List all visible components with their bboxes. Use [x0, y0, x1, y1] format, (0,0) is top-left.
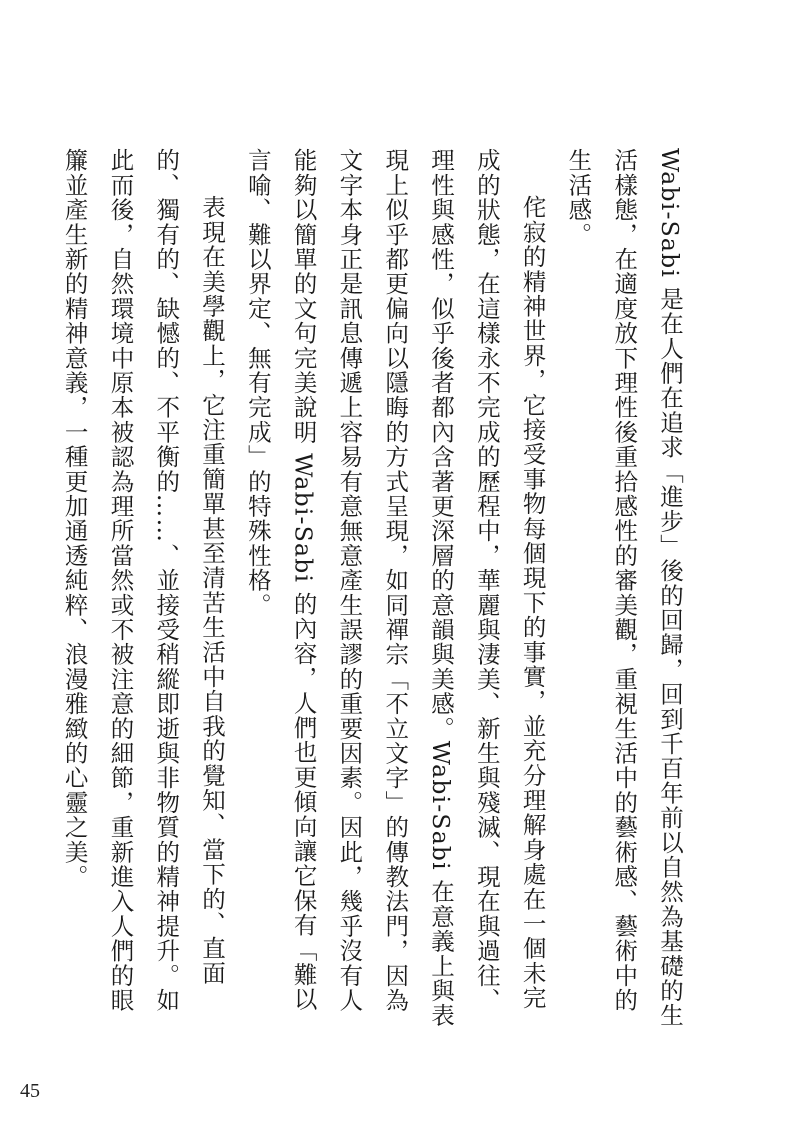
paragraph-3: 表現在美學觀上，它注重簡單甚至清苦生活中自我的覺知、當下的、直面的、獨有的、缺憾的、不平衡的……、並接受稍縱即逝與非物質的精神提升。如此而後，自然環境中原本被認為理所當然或不被注意的細節，重新進入人們的眼簾並產生新的精神意義，一種更加通透純粹、浪漫雅緻的心靈之美。 [60, 148, 227, 1013]
page-number: 45 [20, 1080, 40, 1102]
paragraph-2: 侘寂的精神世界，它接受事物每個現下的事實，並充分理解身處在一個未完成的狀態，在這樣永不完成的歷程中，華麗與淒美、新生與殘滅、現在與過往、理性與感性，似乎後者都內含著更深層的意韻與美感。Wabi-Sabi 在意義上與表現上似乎都更偏向以隱晦的方式呈現，如同禪宗「不立文字」的傳教法門，因為文字本身正是訊息傳遞上容易有意無意產生誤謬的重要因素。因此，幾乎沒有人能夠以簡單的文句完美說明 Wabi-Sabi 的內容，人們也更傾向讓它保有「難以言喻、難以界定、無有完成」的特殊性格。 [243, 148, 547, 1028]
paragraph-1: Wabi-Sabi 是在人們在追求「進步」後的回歸，回到千百年前以自然為基礎的生活樣態，在適度放下理性後重拾感性的審美觀，重視生活中的藝術感、藝術中的生活感。 [564, 148, 684, 1028]
body-text [51, 148, 692, 1028]
